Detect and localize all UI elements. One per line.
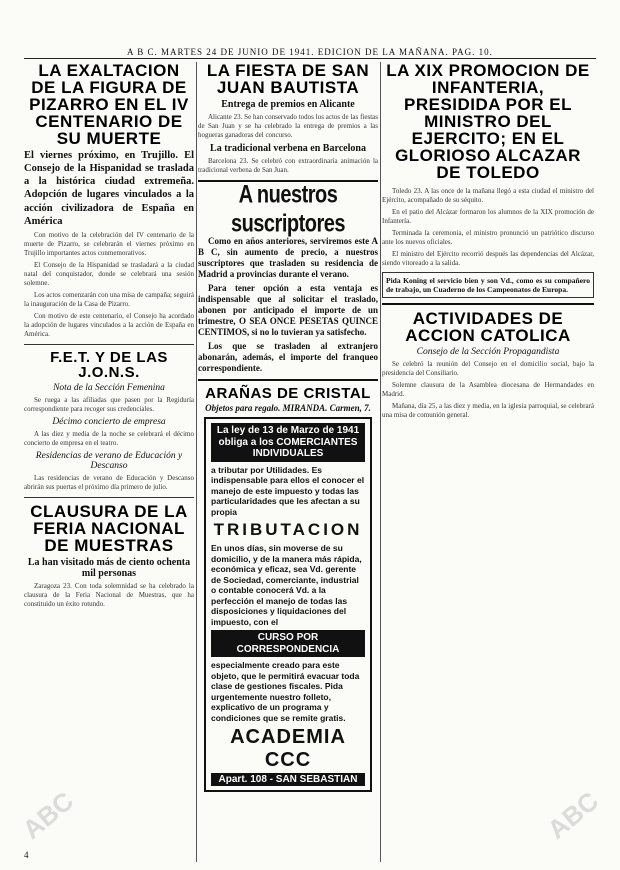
divider — [24, 344, 194, 345]
aranas-headline: ARAÑAS DE CRISTAL — [205, 385, 371, 402]
column-3 — [382, 62, 594, 862]
accion-catolica-paragraph: Se celebró la reunión del Consejo en el domicilio social, bajo la presidencia del Consiliario. — [382, 360, 594, 377]
page-number: 4 — [24, 850, 29, 860]
barcelona-paragraph: Barcelona 23. Se celebró con extraordinaria animación la tradicional verbena de San Juan. — [198, 157, 378, 174]
infanteria-paragraph: En el patio del Alcázar formaron los alumnos de la XIX promoción de Infantería. — [382, 208, 594, 225]
aranas-subhead: Objetos para regalo. MIRANDA. Carmen, 7. — [205, 403, 371, 413]
concierto-subhead: Décimo concierto de empresa — [52, 416, 166, 427]
suscriptores-headline: A nuestros suscriptores — [230, 181, 346, 238]
masthead: A B C. MARTES 24 DE JUNIO DE 1941. EDICION DE LA MAÑANA. PAG. 10. — [127, 47, 493, 57]
ad-banner: La ley de 13 de Marzo de 1941 obliga a los COMERCIANTES INDIVIDUALES — [211, 423, 365, 462]
ad-address: Apart. 108 - SAN SEBASTIAN — [211, 773, 365, 786]
accion-catolica-paragraph: Mañana, día 25, a las diez y media, en la iglesia parroquial, se celebrará una misa de comunión general. — [382, 402, 594, 419]
residencias-subhead: Residencias de verano de Educación y Descanso — [35, 450, 183, 471]
fet-jons-headline: F.E.T. Y DE LAS J.O.N.S. — [50, 348, 168, 381]
boxed-note: Pida Koning el servicio bien y son Vd., como es su compañero de trabajo, un Cuaderno de los Campeonatos de Europa. — [382, 272, 594, 298]
seccion-femenina-subhead: Nota de la Sección Femenina — [53, 382, 165, 393]
accion-catolica-headline: ACTIVIDADES DE ACCION CATOLICA — [405, 309, 571, 345]
feria-deck: La han visitado más de ciento ochenta mil personas — [27, 556, 191, 579]
suscriptores-paragraph: Como en años anteriores, serviremos este A B C, sin aumento de precio, a nuestros suscriptores que trasladen su residencia de Madrid a provincias durante el verano. — [198, 236, 378, 279]
pizarro-headline: LA EXALTACION DE LA FIGURA DE PIZARRO EN EL IV CENTENARIO DE SU MUERTE — [29, 62, 189, 148]
pizarro-paragraph: El Consejo de la Hispanidad se trasladará a la ciudad natal del conquistador, donde se celebrará una sesión solemne. — [24, 260, 194, 287]
ad-tributacion: TRIBUTACION — [213, 520, 363, 539]
ad-text: a tributar por Utilidades. Es indispensable para ellos el conocer el manejo de este impuesto y todas las particularidades que les afectan a su propia — [211, 464, 365, 517]
ad-text: En unos días, sin moverse de su domicilio, y de la manera más rápida, económica y eficaz, sea Vd. gerente de Sociedad, comerciante, industrial o contable conocerá Vd. a la perfección el manejo de todas las disposiciones y liquidaciones del impuesto, con el — [211, 543, 362, 627]
column-1 — [24, 62, 194, 862]
barcelona-subhead: La tradicional verbena en Barcelona — [210, 143, 366, 154]
suscriptores-paragraph: Para tener opción a esta ventaja es indispensable que al solicitar el traslado, abonen por anticipado el importe de un trimestre, O SEA ONCE PESETAS QUINCE CENTIMOS, si no lo tuvieran ya satisfecho. — [198, 283, 378, 337]
feria-headline: CLAUSURA DE LA FERIA NACIONAL DE MUESTRAS — [30, 501, 188, 555]
ad-academy-name: ACADEMIA CCC — [230, 726, 346, 771]
pizarro-paragraph: Con motivo de la celebración del IV centenario de la muerte de Pizarro, se celebrarán el viernes próximo en Trujillo importantes actos conmemorativos. — [24, 230, 194, 257]
abc-watermark: ABC — [16, 785, 80, 845]
accion-catolica-paragraph: Solemne clausura de la Asamblea diocesana de Hermandades en Madrid. — [382, 381, 594, 398]
pizarro-deck: El viernes próximo, en Trujillo. El Consejo de la Hispanidad se traslada a la histórica ciudad extremeña. Adopción de lugares vinculados a la acción civilizadora de España en América — [24, 150, 194, 227]
alicante-subhead: Entrega de premios en Alicante — [221, 99, 355, 110]
propagandista-subhead: Consejo de la Sección Propagandista — [416, 347, 560, 357]
infanteria-paragraph: Terminada la ceremonia, el ministro pronunció un patriótico discurso ante los nuevos oficiales. — [382, 229, 594, 246]
alicante-paragraph: Alicante 23. Se han conservado todos los actos de las fiestas de San Juan y se ha celebrado la entrega de premios a las hogueras ganadoras del concurso. — [198, 113, 378, 139]
top-rule — [24, 58, 596, 59]
abc-watermark: ABC — [541, 785, 605, 845]
suscriptores-paragraph: Los que se trasladen al extranjero abonarán, además, el importe del franqueo correspondiente. — [198, 341, 378, 373]
academia-advertisement — [204, 417, 372, 792]
column-divider-1 — [196, 62, 197, 862]
column-2 — [198, 62, 378, 862]
concierto-paragraph: A las diez y media de la noche se celebrará el décimo concierto de empresa en el teatro. — [24, 429, 194, 447]
seccion-femenina-paragraph: Se ruega a las afiliadas que pasen por la Regiduría correspondiente para recoger sus credenciales. — [24, 395, 194, 413]
divider — [198, 379, 378, 381]
infanteria-paragraph: Toledo 23. A las once de la mañana llegó a esta ciudad el ministro del Ejército, acompañado de su séquito. — [382, 187, 594, 204]
pizarro-paragraph: Los actos comenzarán con una misa de campaña; seguirá la inauguración de la Casa de Pizarro. — [24, 290, 194, 308]
pizarro-paragraph: Con motivo de este centenario, el Consejo ha acordado la adopción de lugares vinculados a la acción de España en América. — [24, 311, 194, 338]
infanteria-paragraph: El ministro del Ejército recorrió después las dependencias del Alcázar, siendo vitoreado a la salida. — [382, 250, 594, 267]
feria-paragraph: Zaragoza 23. Con toda solemnidad se ha celebrado la clausura de la Feria Nacional de Muestras, que ha constituido un éxito rotundo. — [24, 581, 194, 608]
column-divider-2 — [380, 62, 381, 862]
ad-text: especialmente creado para este objeto, que le permitirá evacuar toda clase de gestiones fiscales. Pida urgentemente nuestro folleto, explicativo de un programa y condiciones que se remite gratis. — [211, 660, 360, 723]
residencias-paragraph: Las residencias de verano de Educación y Descanso abrirán sus puertas el próximo día primero de julio. — [24, 473, 194, 491]
ad-course-banner: CURSO POR CORRESPONDENCIA — [211, 630, 365, 657]
divider — [24, 497, 194, 498]
divider — [382, 303, 594, 305]
infanteria-headline: LA XIX PROMOCION DE INFANTERIA, PRESIDIDA POR EL MINISTRO DEL EJERCITO; EN EL GLORIOSO ALCAZAR DE TOLEDO — [386, 62, 590, 182]
san-juan-headline: LA FIESTA DE SAN JUAN BAUTISTA — [206, 62, 370, 97]
